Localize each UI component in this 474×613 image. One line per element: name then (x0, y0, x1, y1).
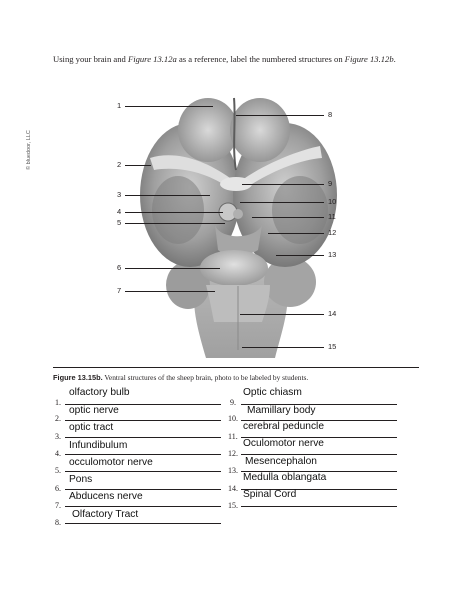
leader-line-7 (125, 291, 215, 292)
answer-number-12: 12. (228, 449, 238, 458)
answer-line-3 (65, 437, 221, 438)
answer-text-4[interactable]: Infundibulum (69, 440, 128, 451)
answer-text-9[interactable]: Optic chiasm (243, 387, 302, 398)
answer-number-15: 15. (228, 501, 238, 510)
answer-number-3: 3. (55, 432, 61, 441)
photo-label-11: 11 (328, 212, 336, 221)
answer-number-10: 10. (228, 414, 238, 423)
leader-line-9 (242, 184, 324, 185)
leader-line-5 (125, 223, 225, 224)
figure-caption (53, 373, 308, 382)
leader-line-14 (240, 314, 324, 315)
instruction-post: . (393, 54, 396, 64)
photo-label-2: 2 (117, 160, 122, 169)
answer-text-3[interactable]: optic tract (69, 422, 114, 433)
photo-label-12: 12 (328, 228, 337, 237)
leader-line-2 (125, 165, 151, 166)
answer-number-2: 2. (55, 414, 61, 423)
leader-line-11 (252, 217, 324, 218)
answer-number-13: 13. (228, 466, 238, 475)
instruction-figure-b: Figure 13.12b (344, 54, 394, 64)
leader-line-3 (125, 195, 210, 196)
answer-line-7 (65, 506, 221, 507)
answer-text-5[interactable]: occulomotor nerve (69, 457, 153, 468)
instruction-mid: as a reference, label the numbered structures on (176, 54, 345, 64)
instruction-pre: Using your brain and (53, 54, 128, 64)
answer-text-10[interactable]: Mamillary body (247, 405, 316, 416)
left-frontal-shape (178, 98, 238, 162)
answer-number-14: 14. (228, 484, 238, 493)
answer-text-2[interactable]: optic nerve (69, 405, 119, 416)
answer-line-4 (65, 454, 221, 455)
answer-text-7[interactable]: Abducens nerve (69, 491, 143, 502)
photo-label-6: 6 (117, 263, 122, 272)
leader-line-15 (242, 347, 324, 348)
right-frontal-shape (230, 98, 290, 162)
photo-label-14: 14 (328, 309, 337, 318)
left-temporal-shape (152, 176, 204, 244)
answer-number-6: 6. (55, 484, 61, 493)
leader-line-10 (240, 202, 324, 203)
photo-label-8: 8 (328, 110, 333, 119)
leader-line-8 (236, 115, 324, 116)
answer-number-4: 4. (55, 449, 61, 458)
answer-text-11[interactable]: cerebral peduncle (243, 421, 324, 432)
answer-number-5: 5. (55, 466, 61, 475)
answer-text-6[interactable]: Pons (69, 474, 93, 485)
answer-line-8 (65, 523, 221, 524)
leader-line-12 (268, 233, 324, 234)
answer-line-6 (65, 489, 221, 490)
answer-line-5 (65, 471, 221, 472)
answer-line-15 (241, 506, 397, 507)
photo-label-4: 4 (117, 207, 122, 216)
answer-text-13[interactable]: Mesencephalon (245, 456, 317, 467)
answer-number-8: 8. (55, 518, 61, 527)
answer-text-15[interactable]: Spinal Cord (243, 489, 297, 500)
answer-text-12[interactable]: Oculomotor nerve (243, 438, 324, 449)
caption-label: Figure 13.15b. (53, 373, 103, 382)
copyright-notice: © bluedoor, LLC (26, 130, 32, 170)
photo-label-9: 9 (328, 179, 333, 188)
photo-label-7: 7 (117, 286, 122, 295)
photo-label-10: 10 (328, 197, 337, 206)
answer-text-8[interactable]: Olfactory Tract (72, 509, 139, 520)
caption-text: Ventral structures of the sheep brain, photo to be labeled by students. (102, 373, 309, 382)
leader-line-1 (125, 106, 213, 107)
caption-divider (53, 367, 419, 368)
answer-text-1[interactable]: olfactory bulb (69, 387, 130, 398)
mammillary-shape (233, 209, 243, 219)
answer-text-14[interactable]: Medulla oblangata (243, 472, 327, 483)
instruction-figure-a: Figure 13.12a (127, 54, 177, 64)
leader-line-6 (125, 268, 220, 269)
answer-number-7: 7. (55, 501, 61, 510)
photo-label-15: 15 (328, 342, 337, 351)
answer-line-2 (65, 420, 221, 421)
answer-line-12 (241, 454, 397, 455)
answer-number-1: 1. (55, 398, 61, 407)
photo-label-13: 13 (328, 250, 337, 259)
leader-line-13 (276, 255, 324, 256)
photo-label-3: 3 (117, 190, 122, 199)
answer-number-9: 9. (230, 398, 236, 407)
leader-line-4 (125, 212, 223, 213)
photo-label-5: 5 (117, 218, 122, 227)
answer-number-11: 11. (228, 432, 238, 441)
photo-label-1: 1 (117, 101, 122, 110)
